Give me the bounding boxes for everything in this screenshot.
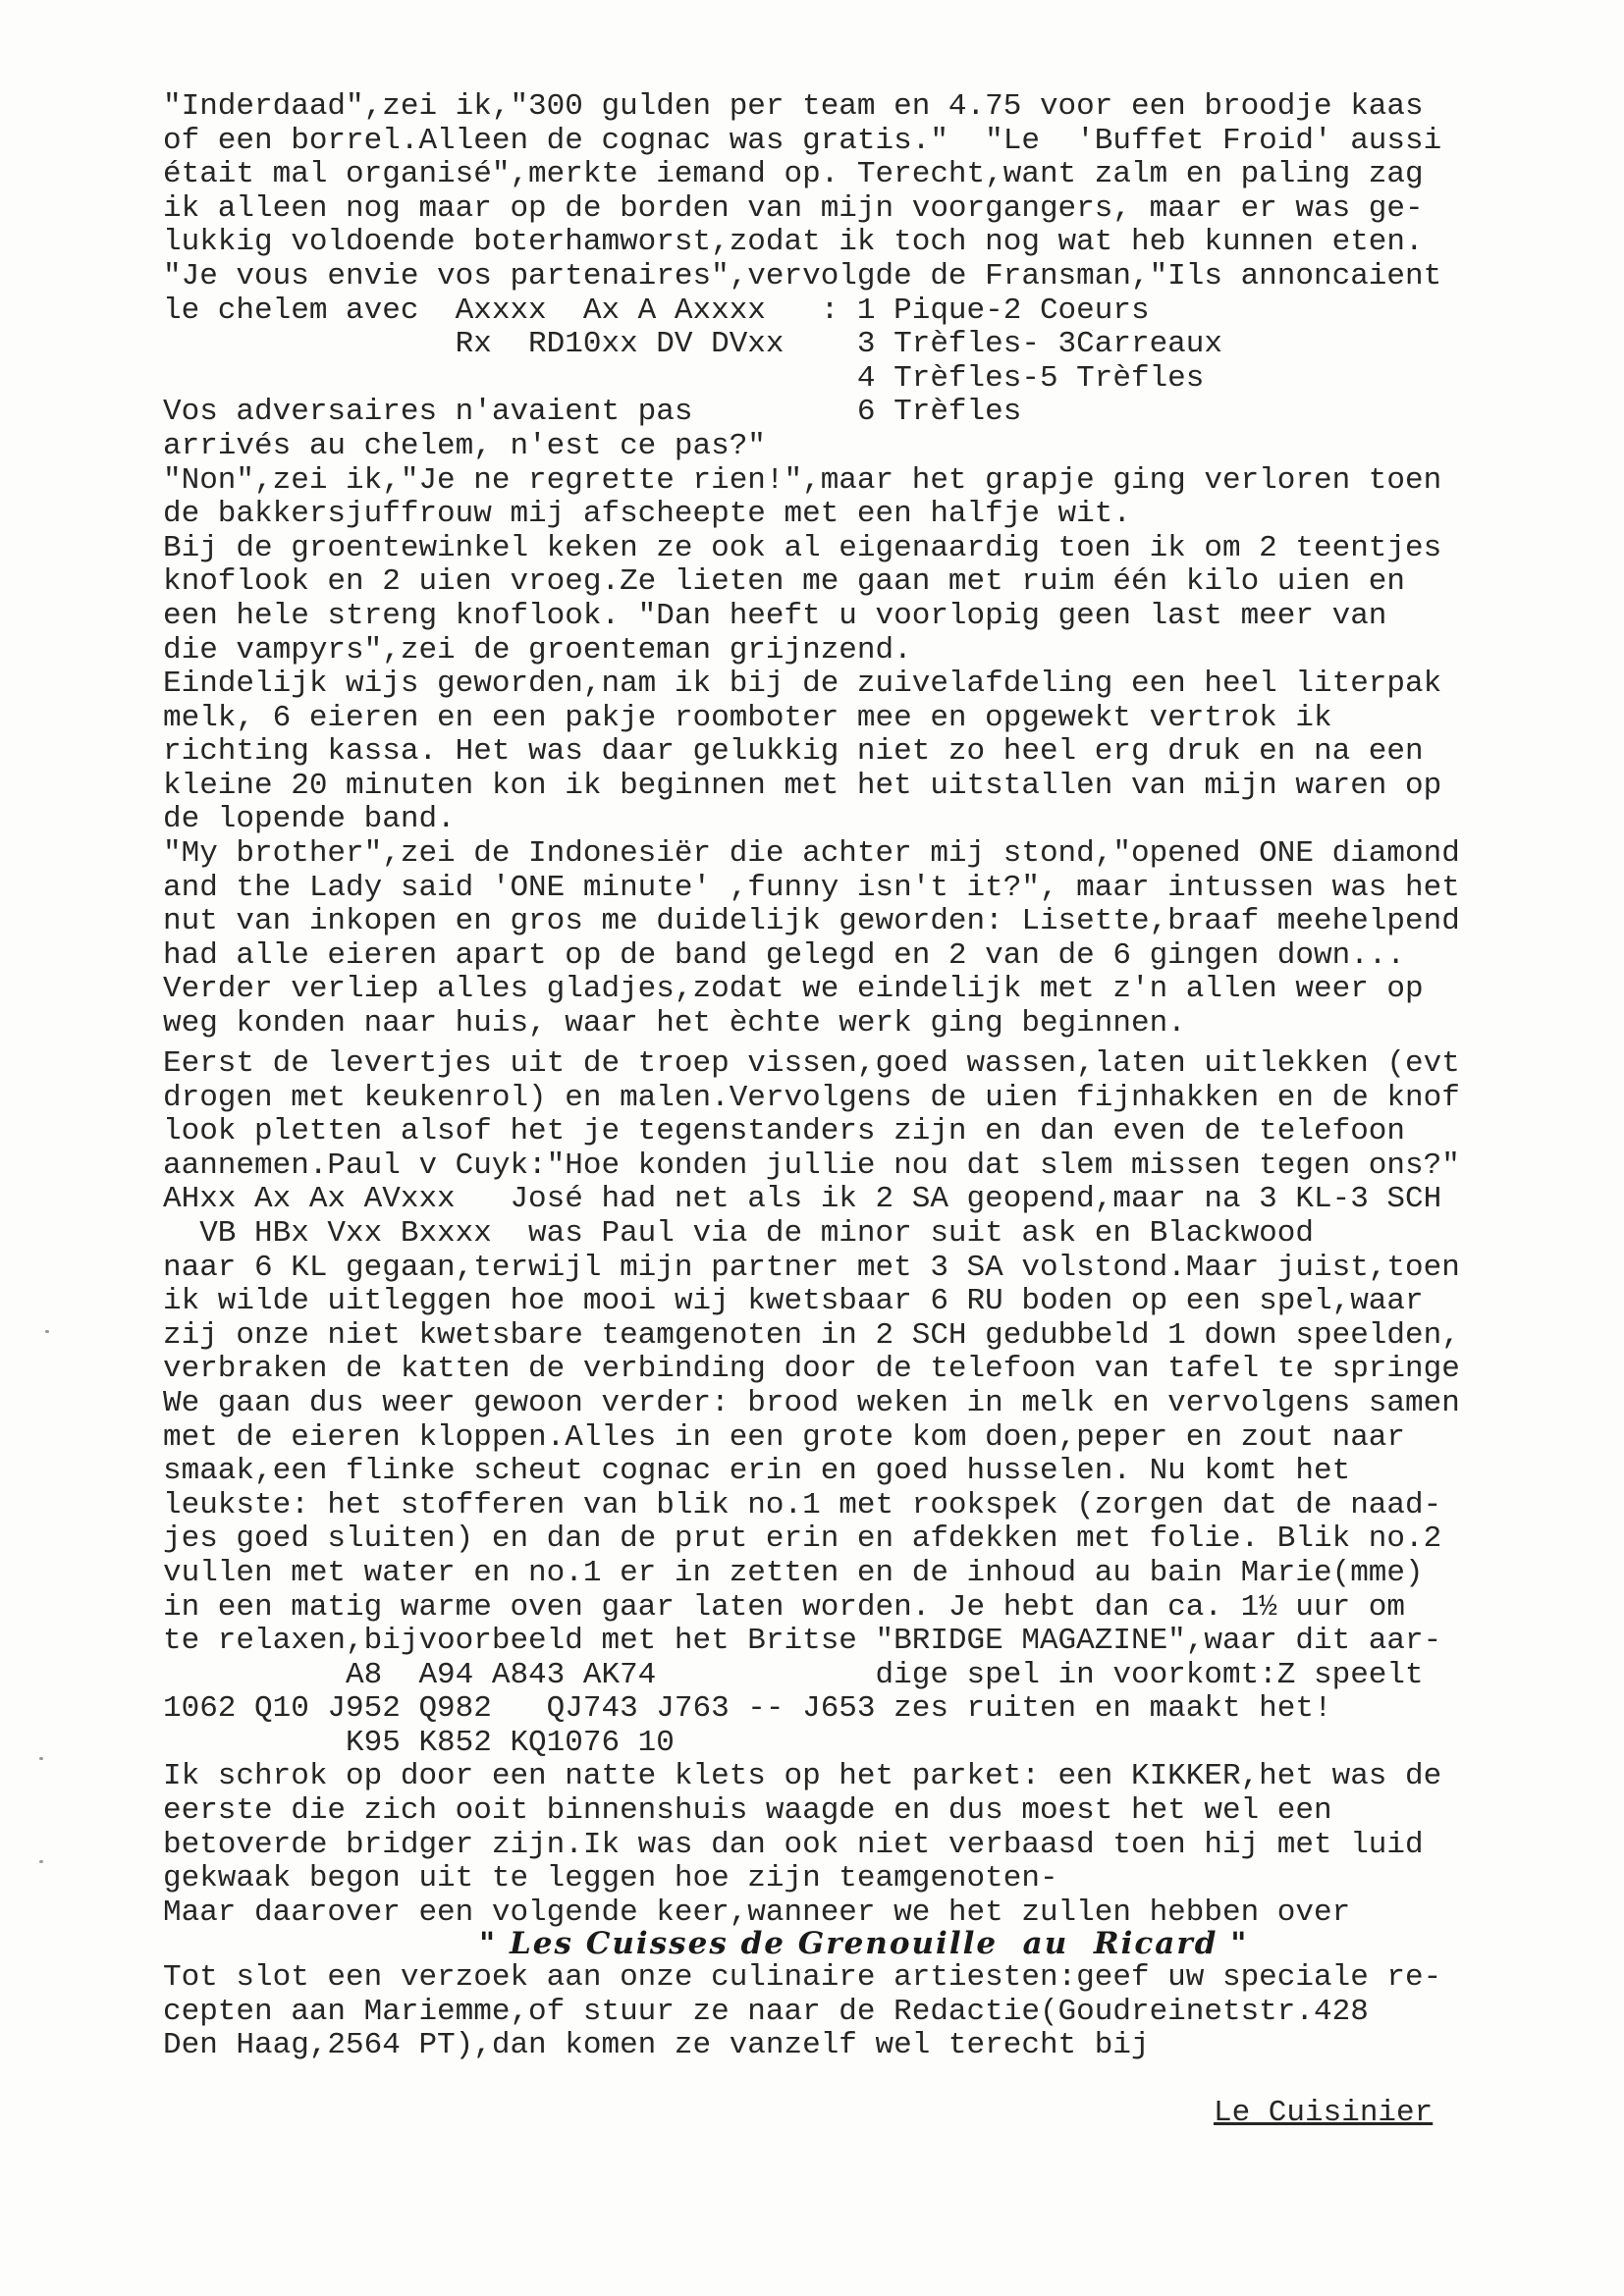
- text-line: drogen met keukenrol) en malen.Vervolgens de uien fijnhakken en de knof: [163, 1080, 1460, 1115]
- text-line: leukste: het stofferen van blik no.1 met rookspek (zorgen dat de naad-: [163, 1487, 1442, 1522]
- text-line: in een matig warme oven gaar laten worden. Je hebt dan ca. 1½ uur om: [163, 1589, 1406, 1625]
- text-line: of een borrel.Alleen de cognac was gratis." "Le 'Buffet Froid' aussi: [163, 123, 1442, 158]
- text-block-closing: [163, 1961, 1441, 2063]
- text-line: te relaxen,bijvoorbeeld met het Britse "BRIDGE MAGAZINE",waar dit aar-: [163, 1624, 1442, 1659]
- text-line: gekwaak begon uit te leggen hoe zijn teamgenoten-: [163, 1861, 1058, 1896]
- text-line: ik wilde uitleggen hoe mooi wij kwetsbaar 6 RU boden op een spel,waar: [163, 1284, 1424, 1319]
- text-line: met de eieren kloppen.Alles in een grote kom doen,peper en zout naar: [163, 1419, 1406, 1455]
- handwritten-title: " Les Cuisses de Grenouille au Ricard ": [479, 1926, 1249, 1961]
- text-line: 1062 Q10 J952 Q982 QJ743 J763 -- J653 zes ruiten en maakt het!: [163, 1691, 1332, 1727]
- text-line: die vampyrs",zei de groenteman grijnzend.: [163, 632, 912, 667]
- text-line: eerste die zich ooit binnenshuis waagde en dus moest het wel een: [163, 1793, 1332, 1829]
- text-line: and the Lady said 'ONE minute' ,funny isn't it?", maar intussen was het: [163, 870, 1460, 905]
- text-line: Tot slot een verzoek aan onze culinaire artiesten:geef uw speciale re-: [163, 1960, 1442, 1995]
- text-line: had alle eieren apart op de band gelegd en 2 van de 6 gingen down...: [163, 937, 1406, 973]
- text-line: arrivés au chelem, n'est ce pas?": [163, 428, 766, 463]
- text-line: weg konden naar huis, waar het èchte werk ging beginnen.: [163, 1006, 1186, 1041]
- text-line: knoflook en 2 uien vroeg.Ze lieten me gaan met ruim één kilo uien en: [163, 564, 1406, 600]
- text-line: Den Haag,2564 PT),dan komen ze vanzelf wel terecht bij: [163, 2028, 1150, 2063]
- text-line: "My brother",zei de Indonesiër die achter mij stond,"opened ONE diamond: [163, 836, 1460, 872]
- text-line: K95 K852 KQ1076 10: [163, 1725, 675, 1760]
- text-line: "Je vous envie vos partenaires",vervolgde de Fransman,"Ils annoncaient: [163, 258, 1442, 294]
- text-line: zij onze niet kwetsbare teamgenoten in 2 SCH gedubbeld 1 down speelden,: [163, 1317, 1460, 1353]
- scan-speck: [39, 1860, 43, 1863]
- text-block-shopping: [163, 90, 1460, 1041]
- text-line: Rx RD10xx DV DVxx 3 Trèfles- 3Carreaux: [163, 327, 1222, 362]
- text-line: Eerst de levertjes uit de troep vissen,goed wassen,laten uitlekken (evt: [163, 1046, 1460, 1081]
- text-line: AHxx Ax Ax AVxxx José had net als ik 2 SA geopend,maar na 3 KL-3 SCH: [163, 1182, 1442, 1217]
- text-line: een hele streng knoflook. "Dan heeft u voorlopig geen last meer van: [163, 598, 1387, 633]
- text-line: le chelem avec Axxxx Ax A Axxxx : 1 Pique-2 Coeurs: [163, 293, 1150, 328]
- text-line: Bij de groentewinkel keken ze ook al eigenaardig toen ik om 2 teentjes: [163, 530, 1442, 565]
- text-line: betoverde bridger zijn.Ik was dan ook niet verbaasd toen hij met luid: [163, 1827, 1424, 1862]
- text-line: Vos adversaires n'avaient pas 6 Trèfles: [163, 395, 1022, 430]
- scan-speck: [45, 1330, 49, 1333]
- text-line: vullen met water en no.1 er in zetten en de inhoud au bain Marie(mme): [163, 1555, 1424, 1590]
- text-line: nut van inkopen en gros me duidelijk geworden: Lisette,braaf meehelpend: [163, 904, 1460, 939]
- text-line: était mal organisé",merkte iemand op. Terecht,want zalm en paling zag: [163, 157, 1424, 192]
- text-line: de lopende band.: [163, 802, 456, 837]
- signature: Le Cuisinier: [1214, 2096, 1434, 2130]
- text-line: melk, 6 eieren en een pakje roomboter mee en opgewekt vertrok ik: [163, 700, 1332, 735]
- text-line: Ik schrok op door een natte klets op het parket: een KIKKER,het was de: [163, 1759, 1442, 1794]
- text-line: Eindelijk wijs geworden,nam ik bij de zuivelafdeling een heel literpak: [163, 667, 1442, 702]
- text-line: kleine 20 minuten kon ik beginnen met het uitstallen van mijn waren op: [163, 768, 1442, 803]
- text-line: "Inderdaad",zei ik,"300 gulden per team en 4.75 voor een broodje kaas: [163, 89, 1424, 124]
- text-line: look pletten alsof het je tegenstanders zijn en dan even de telefoon: [163, 1114, 1406, 1149]
- text-line: aannemen.Paul v Cuyk:"Hoe konden jullie nou dat slem missen tegen ons?": [163, 1148, 1460, 1183]
- text-line: We gaan dus weer gewoon verder: brood weken in melk en vervolgens samen: [163, 1385, 1460, 1420]
- text-line: smaak,een flinke scheut cognac erin en goed husselen. Nu komt het: [163, 1454, 1351, 1489]
- text-line: Verder verliep alles gladjes,zodat we eindelijk met z'n allen weer op: [163, 972, 1424, 1007]
- text-line: naar 6 KL gegaan,terwijl mijn partner met 3 SA volstond.Maar juist,toen: [163, 1250, 1460, 1285]
- text-line: lukkig voldoende boterhamworst,zodat ik toch nog wat heb kunnen eten.: [163, 225, 1424, 260]
- text-line: jes goed sluiten) en dan de prut erin en afdekken met folie. Blik no.2: [163, 1522, 1442, 1557]
- text-line: A8 A94 A843 AK74 dige spel in voorkomt:Z speelt: [163, 1657, 1424, 1692]
- text-line: VB HBx Vxx Bxxxx was Paul via de minor suit ask en Blackwood: [163, 1215, 1314, 1251]
- text-line: 4 Trèfles-5 Trèfles: [163, 360, 1205, 396]
- text-line: cepten aan Mariemme,of stuur ze naar de Redactie(Goudreinetstr.428: [163, 1994, 1369, 2029]
- text-line: Maar daarover een volgende keer,wanneer we het zullen hebben over: [163, 1895, 1351, 1930]
- text-line: verbraken de katten de verbinding door de telefoon van tafel te springe: [163, 1352, 1460, 1387]
- text-line: de bakkersjuffrouw mij afscheepte met een halfje wit.: [163, 497, 1131, 532]
- text-line: ik alleen nog maar op de borden van mijn voorgangers, maar er was ge-: [163, 190, 1424, 226]
- text-line: richting kassa. Het was daar gelukkig niet zo heel erg druk en na een: [163, 734, 1424, 770]
- scan-speck: [39, 1757, 43, 1760]
- text-line: "Non",zei ik,"Je ne regrette rien!",maar het grapje ging verloren toen: [163, 462, 1442, 498]
- text-block-recipe: [163, 1047, 1460, 1930]
